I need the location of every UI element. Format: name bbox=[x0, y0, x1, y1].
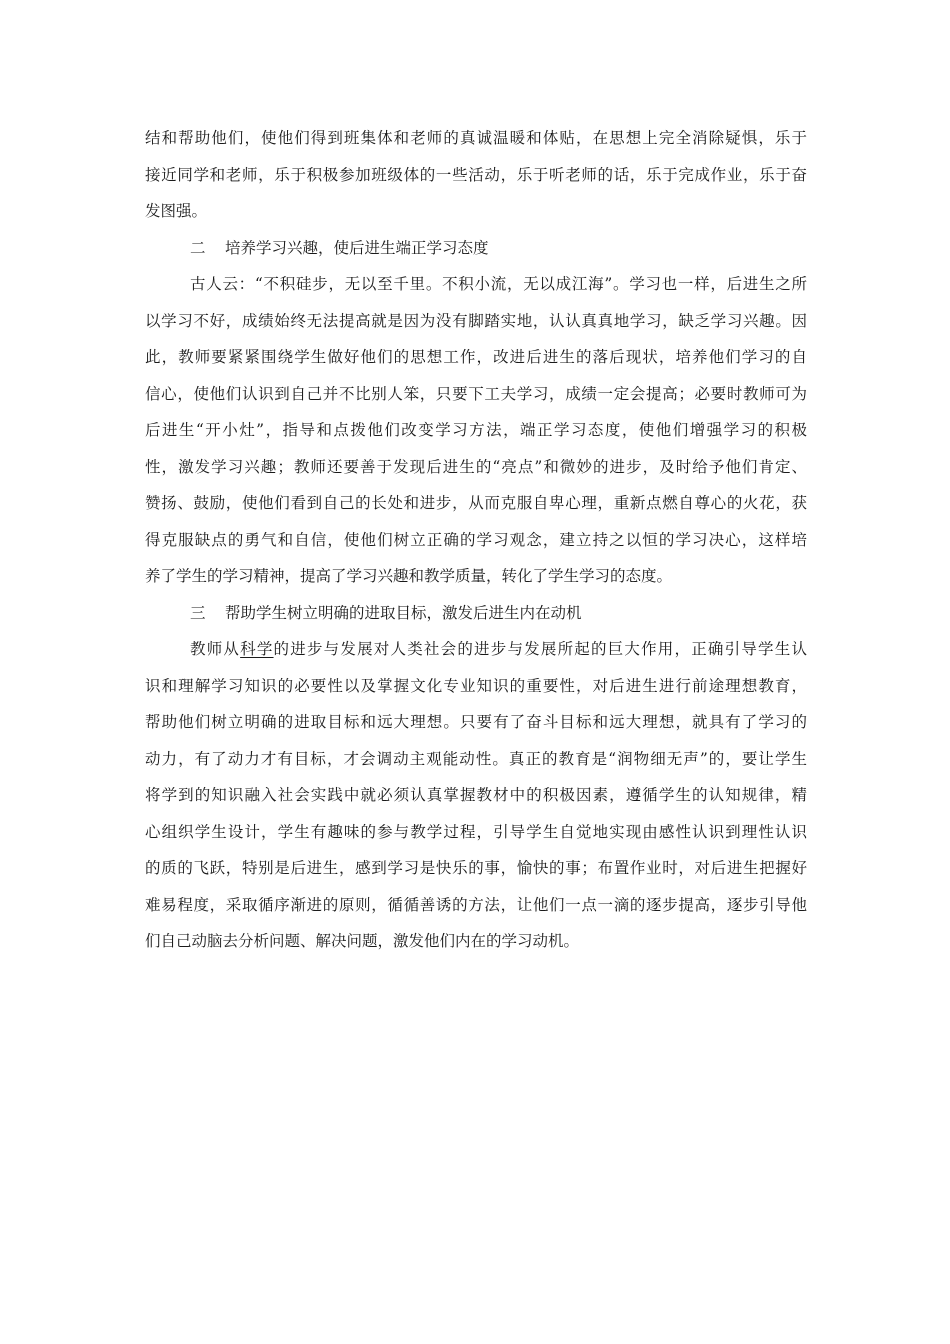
text-line: 动力，有了动力才有目标，才会调动主观能动性。真正的教育是“润物细无声”的，要让学生 bbox=[145, 749, 807, 768]
text-line: 以学习不好，成绩始终无法提高就是因为没有脚踏实地，认认真真地学习，缺乏学习兴趣。因 bbox=[145, 311, 807, 330]
science-link[interactable]: 科学 bbox=[240, 640, 274, 658]
paragraph-section-2 bbox=[145, 266, 807, 595]
section-number: 二 bbox=[190, 238, 206, 257]
text-line: 信心，使他们认识到自己并不比别人笨，只要下工夫学习，成绩一定会提高；必要时教师可为 bbox=[145, 384, 807, 403]
text-line: 识和理解学习知识的必要性以及掌握文化专业知识的重要性，对后进生进行前途理想教育， bbox=[145, 676, 807, 695]
text-line bbox=[145, 631, 807, 668]
section-heading-2 bbox=[145, 230, 807, 267]
section-title: 帮助学生树立明确的进取目标，激发后进生内在动机 bbox=[225, 603, 582, 622]
text-line: 结和帮助他们，使他们得到班集体和老师的真诚温暖和体贴，在思想上完全消除疑惧，乐于 bbox=[145, 129, 807, 147]
text-line: 将学到的知识融入社会实践中就必须认真掌握教材中的积极因素，遵循学生的认知规律，精 bbox=[145, 786, 807, 804]
document-page bbox=[145, 120, 807, 960]
paragraph-section-3 bbox=[145, 631, 807, 960]
text-line: 此，教师要紧紧围绕学生做好他们的思想工作，改进后进生的落后现状，培养他们学习的自 bbox=[145, 348, 807, 366]
text-line: 接近同学和老师，乐于积极参加班级体的一些活动，乐于听老师的话，乐于完成作业，乐于奋 bbox=[145, 165, 807, 184]
section-heading-3 bbox=[145, 595, 807, 632]
text-line: 赞扬、鼓励，使他们看到自己的长处和进步，从而克服自卑心理，重新点燃自尊心的火花，获 bbox=[145, 494, 807, 512]
text-line: 难易程度，采取循序渐进的原则，循循善诱的方法，让他们一点一滴的逐步提高，逐步引导他 bbox=[145, 895, 807, 914]
text-line: 后进生“开小灶”，指导和点拨他们改变学习方法，端正学习态度，使他们增强学习的积极 bbox=[145, 421, 807, 439]
text-fragment: 教师从 bbox=[190, 640, 241, 658]
paragraph-continuation bbox=[145, 120, 807, 230]
text-line: 性，激发学习兴趣；教师还要善于发现后进生的“亮点”和微妙的进步，及时给予他们肯定、 bbox=[145, 457, 807, 476]
text-line: 发图强。 bbox=[145, 202, 208, 220]
text-line: 的质的飞跃，特别是后进生，感到学习是快乐的事，愉快的事；布置作业时，对后进生把握好 bbox=[145, 859, 807, 877]
text-line: 养了学生的学习精神，提高了学习兴趣和教学质量，转化了学生学习的态度。 bbox=[145, 567, 673, 585]
section-number: 三 bbox=[190, 603, 206, 622]
text-line: 古人云：“不积硅步，无以至千里。不积小流，无以成江海”。学习也一样，后进生之所 bbox=[190, 275, 807, 293]
text-line: 心组织学生设计，学生有趣味的参与教学过程，引导学生自觉地实现由感性认识到理性认识 bbox=[145, 822, 807, 841]
text-line: 们自己动脑去分析问题、解决问题，激发他们内在的学习动机。 bbox=[145, 932, 580, 950]
section-title: 培养学习兴趣，使后进生端正学习态度 bbox=[225, 238, 489, 257]
text-line: 帮助他们树立明确的进取目标和远大理想。只要有了奋斗目标和远大理想，就具有了学习的 bbox=[145, 713, 807, 731]
text-fragment: 的进步与发展对人类社会的进步与发展所起的巨大作用，正确引导学生认 bbox=[273, 640, 807, 658]
text-line: 得克服缺点的勇气和自信，使他们树立正确的学习观念，建立持之以恒的学习决心，这样培 bbox=[145, 530, 807, 549]
